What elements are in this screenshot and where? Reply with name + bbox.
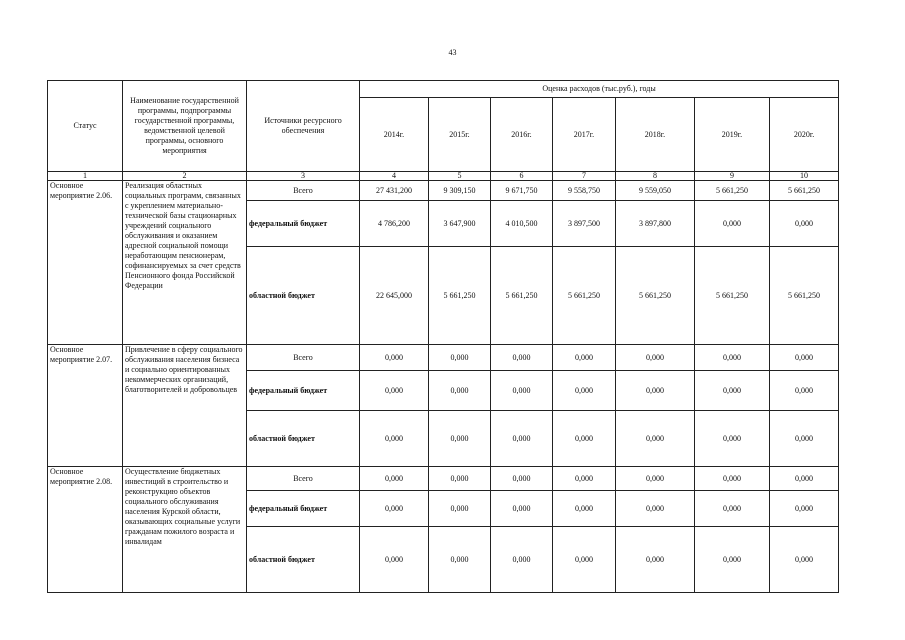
column-number: 7 <box>553 172 616 181</box>
value-cell: 0,000 <box>360 345 429 371</box>
value-cell: 0,000 <box>553 371 616 411</box>
value-cell: 3 647,900 <box>429 201 491 247</box>
value-cell: 3 897,800 <box>616 201 695 247</box>
header-year: 2019г. <box>695 98 770 172</box>
value-cell: 5 661,250 <box>770 181 839 201</box>
status-cell: Основное мероприятие 2.06. <box>48 181 123 345</box>
value-cell: 5 661,250 <box>695 181 770 201</box>
table-row <box>48 467 839 491</box>
value-cell: 0,000 <box>695 371 770 411</box>
source-cell: федеральный бюджет <box>247 201 360 247</box>
header-year: 2016г. <box>491 98 553 172</box>
value-cell: 0,000 <box>770 411 839 467</box>
source-cell: федеральный бюджет <box>247 491 360 527</box>
value-cell: 0,000 <box>429 371 491 411</box>
value-cell: 0,000 <box>429 467 491 491</box>
resource-table <box>47 80 839 593</box>
header-year: 2017г. <box>553 98 616 172</box>
column-number: 9 <box>695 172 770 181</box>
value-cell: 0,000 <box>695 527 770 593</box>
measure-name-cell: Реализация областных социальных программ, связанных с укреплением материально-технической базы стационарных учреждений социального обслуживания и оказанием адресной социальной помощи неработающим пенсионерам, софинансируемых за счет средств Пенсионного фонда Российской Федерации <box>123 181 247 345</box>
value-cell: 0,000 <box>770 345 839 371</box>
value-cell: 0,000 <box>491 467 553 491</box>
value-cell: 5 661,250 <box>616 247 695 345</box>
source-cell: Всего <box>247 467 360 491</box>
value-cell: 0,000 <box>553 345 616 371</box>
value-cell: 0,000 <box>360 491 429 527</box>
value-cell: 0,000 <box>553 467 616 491</box>
header-cost-estimate: Оценка расходов (тыс.руб.), годы <box>360 81 839 98</box>
value-cell: 0,000 <box>770 527 839 593</box>
value-cell: 0,000 <box>553 527 616 593</box>
value-cell: 0,000 <box>360 527 429 593</box>
header-year: 2020г. <box>770 98 839 172</box>
value-cell: 27 431,200 <box>360 181 429 201</box>
column-number: 6 <box>491 172 553 181</box>
value-cell: 5 661,250 <box>695 247 770 345</box>
value-cell: 3 897,500 <box>553 201 616 247</box>
header-name: Наименование государственной программы, подпрограммы государственной программы, ведомственной целевой программы, основного мероприятия <box>123 81 247 172</box>
value-cell: 0,000 <box>770 491 839 527</box>
value-cell: 9 559,050 <box>616 181 695 201</box>
value-cell: 0,000 <box>616 371 695 411</box>
value-cell: 0,000 <box>695 491 770 527</box>
value-cell: 0,000 <box>616 411 695 467</box>
status-cell: Основное мероприятие 2.08. <box>48 467 123 593</box>
header-year: 2015г. <box>429 98 491 172</box>
value-cell: 0,000 <box>360 411 429 467</box>
value-cell: 0,000 <box>491 411 553 467</box>
column-number: 10 <box>770 172 839 181</box>
value-cell: 0,000 <box>553 411 616 467</box>
value-cell: 0,000 <box>429 411 491 467</box>
measure-name-cell: Привлечение в сферу социального обслуживания населения бизнеса и социально ориентированных некоммерческих организаций, благотворителей и добровольцев <box>123 345 247 467</box>
source-cell: федеральный бюджет <box>247 371 360 411</box>
value-cell: 0,000 <box>770 201 839 247</box>
column-number: 8 <box>616 172 695 181</box>
value-cell: 4 786,200 <box>360 201 429 247</box>
value-cell: 0,000 <box>360 467 429 491</box>
source-cell: областной бюджет <box>247 527 360 593</box>
value-cell: 0,000 <box>429 491 491 527</box>
header-status: Статус <box>48 81 123 172</box>
header-sources: Источники ресурсного обеспечения <box>247 81 360 172</box>
column-number: 1 <box>48 172 123 181</box>
value-cell: 0,000 <box>770 371 839 411</box>
value-cell: 0,000 <box>616 467 695 491</box>
page-number: 43 <box>448 48 457 57</box>
value-cell: 0,000 <box>616 345 695 371</box>
column-number: 4 <box>360 172 429 181</box>
source-cell: областной бюджет <box>247 247 360 345</box>
value-cell: 0,000 <box>695 201 770 247</box>
value-cell: 0,000 <box>491 527 553 593</box>
source-cell: Всего <box>247 345 360 371</box>
column-number: 5 <box>429 172 491 181</box>
value-cell: 5 661,250 <box>491 247 553 345</box>
value-cell: 0,000 <box>429 527 491 593</box>
value-cell: 5 661,250 <box>553 247 616 345</box>
status-cell: Основное мероприятие 2.07. <box>48 345 123 467</box>
value-cell: 0,000 <box>491 491 553 527</box>
header-year: 2018г. <box>616 98 695 172</box>
value-cell: 0,000 <box>695 345 770 371</box>
value-cell: 0,000 <box>695 411 770 467</box>
header-year: 2014г. <box>360 98 429 172</box>
source-cell: областной бюджет <box>247 411 360 467</box>
value-cell: 9 558,750 <box>553 181 616 201</box>
column-number: 2 <box>123 172 247 181</box>
measure-name-cell: Осуществление бюджетных инвестиций в строительство и реконструкцию объектов социального обслуживания населения Курской области, оказывающих социальные услуги гражданам пожилого возраста и инвалидам <box>123 467 247 593</box>
column-number: 3 <box>247 172 360 181</box>
value-cell: 9 309,150 <box>429 181 491 201</box>
value-cell: 0,000 <box>770 467 839 491</box>
value-cell: 4 010,500 <box>491 201 553 247</box>
value-cell: 0,000 <box>491 371 553 411</box>
table-row <box>48 345 839 371</box>
value-cell: 5 661,250 <box>429 247 491 345</box>
source-cell: Всего <box>247 181 360 201</box>
value-cell: 5 661,250 <box>770 247 839 345</box>
value-cell: 0,000 <box>616 491 695 527</box>
value-cell: 9 671,750 <box>491 181 553 201</box>
value-cell: 0,000 <box>553 491 616 527</box>
value-cell: 0,000 <box>695 467 770 491</box>
value-cell: 0,000 <box>616 527 695 593</box>
value-cell: 22 645,000 <box>360 247 429 345</box>
value-cell: 0,000 <box>360 371 429 411</box>
value-cell: 0,000 <box>429 345 491 371</box>
value-cell: 0,000 <box>491 345 553 371</box>
table-row <box>48 181 839 201</box>
